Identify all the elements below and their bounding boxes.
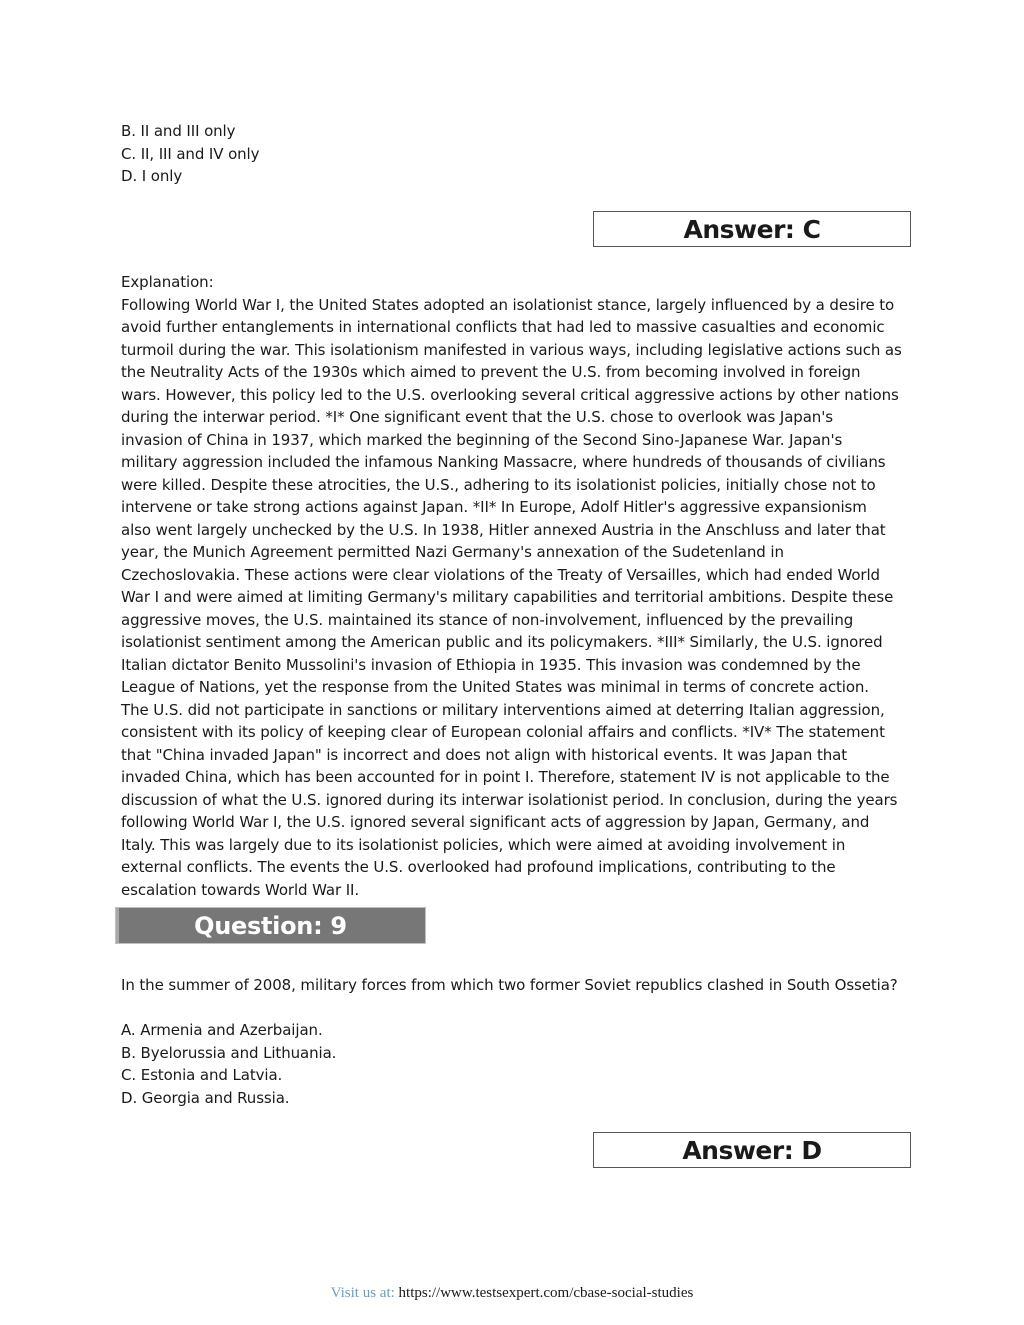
explanation-line: invaded China, which has been accounted for in point I. Therefore, statement IV is not applicable to the: [121, 768, 890, 786]
explanation-line: external conflicts. The events the U.S. overlooked had profound implications, contributing to the: [121, 858, 836, 876]
option-line: C. II, III and IV only: [121, 144, 260, 163]
explanation-line: that "China invaded Japan" is incorrect and does not align with historical events. It was Japan that: [121, 745, 848, 764]
explanation-line: escalation towards World War II.: [121, 880, 360, 899]
footer-prefix: Visit us at:: [330, 1285, 399, 1301]
explanation-line: invasion of China in 1937, which marked the beginning of the Second Sino-Japanese War. Japan's: [121, 430, 843, 449]
question-banner: [115, 907, 426, 944]
option-line: D. Georgia and Russia.: [121, 1088, 290, 1107]
question-stem: In the summer of 2008, military forces from which two former Soviet republics clashed in South Ossetia?: [121, 976, 898, 994]
question-text: [121, 974, 916, 997]
explanation-line: during the interwar period. *I* One significant event that the U.S. chose to overlook was Japan's: [121, 408, 833, 426]
explanation-line: also went largely unchecked by the U.S. In 1938, Hitler annexed Austria in the Anschluss and later that: [121, 520, 886, 539]
option-line: B. II and III only: [121, 122, 236, 140]
explanation-line: wars. However, this policy led to the U.S. overlooking several critical aggressive actions by other nations: [121, 385, 899, 404]
explanation-body: [121, 294, 916, 902]
explanation: [121, 271, 916, 901]
option-line: B. Byelorussia and Lithuania.: [121, 1043, 337, 1062]
explanation-line: Czechoslovakia. These actions were clear violations of the Treaty of Versailles, which had ended World: [121, 565, 880, 584]
explanation-line: the Neutrality Acts of the 1930s which aimed to prevent the U.S. from becoming involved in foreign: [121, 363, 861, 381]
footer: [0, 1285, 1024, 1302]
explanation-line: discussion of what the U.S. ignored during its interwar isolationist period. In conclusion, during the years: [121, 790, 898, 809]
explanation-line: year, the Munich Agreement permitted Nazi Germany's annexation of the Sudetenland in: [121, 543, 784, 561]
answer-label: Answer: D: [682, 1135, 822, 1165]
explanation-line: were killed. Despite these atrocities, the U.S., adhering to its isolationist policies, initially chose not to: [121, 475, 876, 494]
option-line: A. Armenia and Azerbaijan.: [121, 1021, 323, 1039]
explanation-line: following World War I, the U.S. ignored several significant acts of aggression by Japan, Germany, and: [121, 813, 870, 831]
answer-box: [593, 211, 911, 247]
explanation-label: Explanation:: [121, 273, 214, 291]
previous-answer-options: [121, 120, 916, 188]
explanation-line: military aggression included the infamous Nanking Massacre, where hundreds of thousands of civilians: [121, 453, 886, 471]
answer-box: [593, 1132, 911, 1168]
explanation-line: intervene or take strong actions against Japan. *II* In Europe, Adolf Hitler's aggressive expansionism: [121, 498, 867, 516]
explanation-line: War I and were aimed at limiting Germany's military capabilities and territorial ambitions. Despite these: [121, 588, 894, 606]
explanation-line: turmoil during the war. This isolationism manifested in various ways, including legislative actions such as: [121, 340, 902, 359]
explanation-line: Italy. This was largely due to its isolationist policies, which were aimed at avoiding involvement in: [121, 835, 846, 854]
explanation-line: Following World War I, the United States adopted an isolationist stance, largely influenced by a desire to: [121, 295, 895, 314]
option-line: D. I only: [121, 167, 183, 185]
answer-options: [121, 1019, 916, 1109]
answer-label: Answer: C: [683, 214, 821, 244]
footer-link[interactable]: https://www.testsexpert.com/cbase-social-studies: [398, 1285, 694, 1301]
explanation-line: aggressive moves, the U.S. maintained its stance of non-involvement, influenced by the prevailing: [121, 610, 854, 629]
explanation-line: isolationist sentiment among the American public and its policymakers. *III* Similarly, the U.S. ignored: [121, 633, 883, 651]
explanation-line: consistent with its policy of keeping clear of European colonial affairs and conflicts. *IV* The statement: [121, 723, 885, 741]
option-line: C. Estonia and Latvia.: [121, 1066, 283, 1084]
explanation-line: The U.S. did not participate in sanctions or military interventions aimed at deterring Italian aggression,: [121, 700, 885, 719]
explanation-line: League of Nations, yet the response from the United States was minimal in terms of concrete action.: [121, 678, 869, 696]
explanation-line: avoid further entanglements in international conflicts that had led to massive casualties and economic: [121, 318, 885, 336]
question-title: Question: 9: [194, 911, 347, 940]
explanation-line: Italian dictator Benito Mussolini's invasion of Ethiopia in 1935. This invasion was condemned by the: [121, 655, 861, 674]
